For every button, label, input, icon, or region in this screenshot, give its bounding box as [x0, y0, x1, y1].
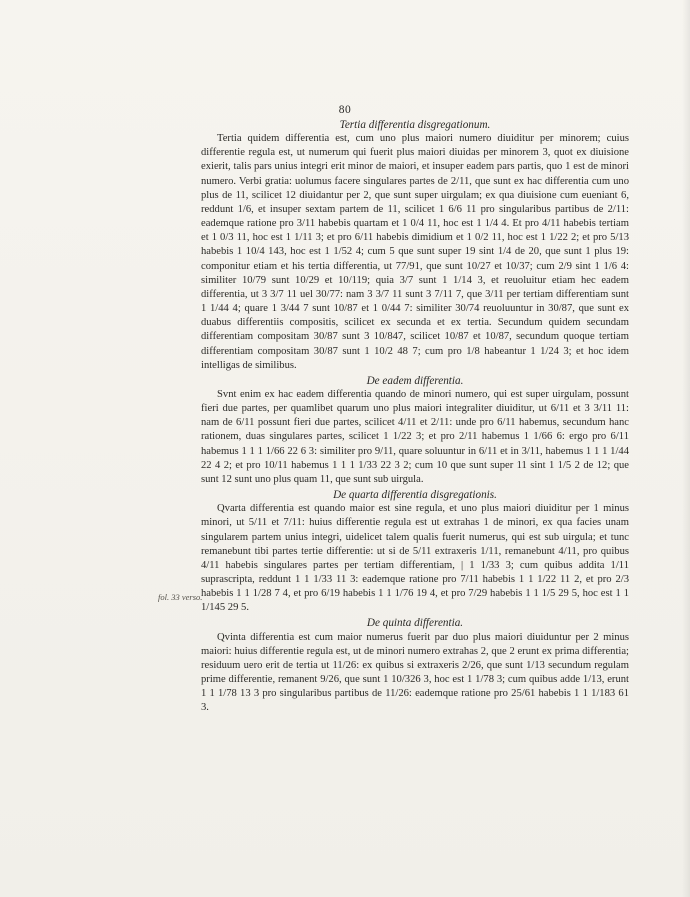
paragraph: Qvarta differentia est quando maior est sine regula, et uno plus maiori diuiditur per 1 minus minori, ut 5/11 et 7/11: huius differentie regula est ut extrahas 1 de minori, ex qua facies unam singularem partem unius integri, uidelicet talem qualis fuerit numerus, qui est sub uirgula; et tunc remanebunt tibi partes tertie differentie: ut si de 5/11 extraxeris 1/11, remanebunt 4/11, pro quibus 4/11 habebis singulares partes per tertiam differentiam, | 1 1/33 3; cum quibus addita 1/11 suprascripta, reddunt 1 1 1/33 11 3: eademque ratione pro 7/11 habebis 1 1 1/22 11 2, et pro 2/3 habebis 1 1 1/28 7 4, et pro 6/19 habebis 1 1 1/76 19 4, et pro 7/29 habebis 1 1 1/5 29 5, hoc est 1 1 1/145 29 5.: [201, 503, 629, 614]
section-heading: De quinta differentia.: [366, 617, 464, 630]
section-heading: De quarta differentia disgregationis.: [333, 489, 497, 502]
text-block: [201, 117, 629, 716]
paragraph: Svnt enim ex hac eadem differentia quando de minori numero, qui est super uirgulam, possunt fieri due partes, per quamlibet quarum uno plus maiori integraliter diuiditur, ut 6/11 et 3 3/11 11: nam de 6/11 possunt fieri due partes, scilicet 4/11 et 2/11: unde pro 6/11 habemus, secundum hanc rationem, duas singulares partes, scilicet 1 1/22 3; et pro 2/11 habemus 1 1/66 6: ergo pro 6/11 habemus 1 1 1 1/66 22 6 3: similiter pro 9/11, quare soluuntur in 6/11 et in 3/11, habemus 1 1 1 1/44 22 4 2; et pro 10/11 habemus 1 1 1 1/33 22 3 2; cum 10 que sunt super 11 sint 1 1/5 2 de 12; que sunt 12 sunt uno plus quam 11, que sunt sub uirgula.: [201, 388, 629, 485]
section-heading: Tertia differentia disgregationum.: [339, 119, 491, 131]
page-number: 80: [338, 104, 352, 116]
page-edge-shadow: [682, 0, 690, 897]
paragraph: Qvinta differentia est cum maior numerus fuerit par duo plus maiori diuiduntur per 2 minus maiori: huius differentie regula est, ut de minori numero extrahas 2, que 2 erunt ex prima differentia; residuum uero erit de tertia ut 11/26: ex quibus si extraxeris 2/26, que sunt 1/13 secundum regulam prime differentie, remanent 9/26, que sunt 1 10/326 3, hoc est 1 1/78 3; cum quibus adde 1/13, erunt 1 1 1/78 13 3 pro singularibus partibus de 11/26: eademque ratione pro 25/61 habebis 1 1 1/183 61 3.: [201, 631, 629, 714]
margin-note: fol. 33 verso.: [158, 592, 203, 602]
section-heading: De eadem differentia.: [366, 374, 464, 387]
paragraph: Tertia quidem differentia est, cum uno plus maiori numero diuiditur per minorem; cuius differentie regula est, ut numerum qui fuerit plus maiori diuidas per minorem 3, quot ex diuisione exierit, talis pars unius integri erit minor de maiori, et insuper eadem pars partis, quo 1 est de minori numero. Verbi gratia: uolumus facere singulares partes de 2/11, que sunt ex hac differentia cum uno plus de 11, scilicet 12 diuidantur per 2, que sunt super uirgulam; ex qua diuisione cum eueniant 6, reddunt 1/6, et insuper sextam partem de 11, scilicet 1 6/6 11 pro singularibus partibus de 2/11: eademque ratione pro 3/11 habebis quartam et 1 0/4 11, hoc est 1 1/4 4. Et pro 4/11 habebis tertiam et 1 0/3 11, hoc est 1 1/11 3; et pro 6/11 habebis dimidium et 1 0/2 11, hoc est 1 1/22 2; et pro 5/13 habebis 1 10/4 143, hoc est 1 1/52 4; cum 5 que sunt super 19 sint 1/4 de 20, que sunt 1 plus 19: componitur etiam et his tertia differentia, ut 77/91, que sunt 10/27 et 10/37; cum 2/9 sint 1 1/6 4: similiter 10/79 sunt 10/29 et 10/119; quia 3/7 sunt 1 1/14 3, et reuoluitur etiam hec eadem differentia, ut 3 3/7 11 uel 30/77: nam 3 3/7 11 sunt 3 7/11 7, que 3/11 per tertiam differentiam sunt 1 1/44 4; quare 1 3/44 7 sunt 10/87 et 1 0/44 7: similiter 30/74 reuoluuntur in 30/87, que sunt ex duabus differentiis compositis, scilicet ex secunda et ex tertia. Secundum quidem secundam differentiam compositam 30/87 sunt 3 10/847, scilicet 10/87 et 10/87, secundum quoque tertiam differentiam compositam 30/87 sunt 1 10/2 48 7; cum pro 1/8 habeantur 1 1/24 3; et hoc idem intelligas de similibus.: [201, 133, 629, 371]
